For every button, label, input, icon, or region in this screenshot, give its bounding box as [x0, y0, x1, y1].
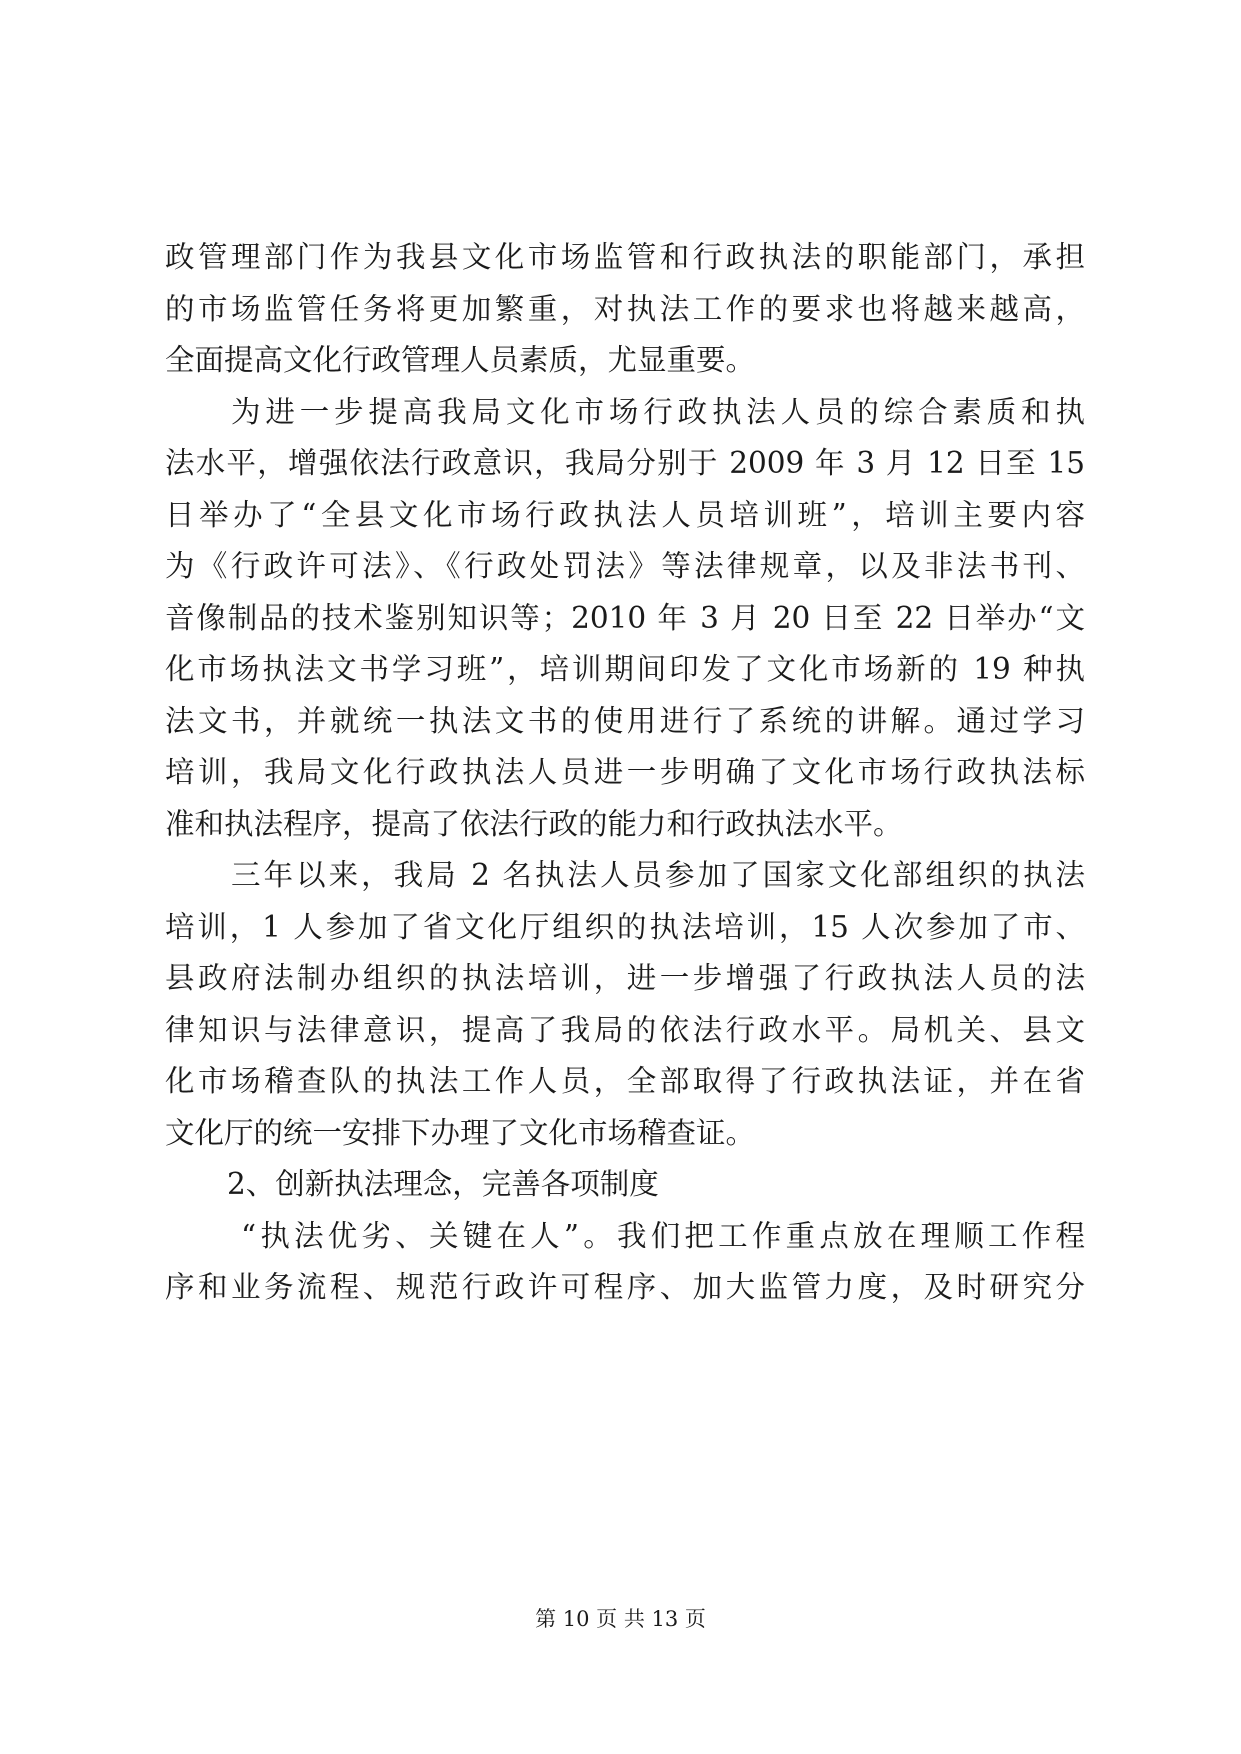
text-line: 培训，1 人参加了省文化厅组织的执法培训，15 人次参加了市、: [165, 909, 1085, 944]
text-line: 化市场稽查队的执法工作人员，全部取得了行政执法证，并在省: [165, 1064, 1085, 1098]
section-heading: 2、创新执法理念，完善各项制度: [227, 1167, 659, 1201]
page-number-footer: 第 10 页 共 13 页: [535, 1607, 706, 1631]
text-line: 文化厅的统一安排下办理了文化市场稽查证。: [165, 1115, 756, 1150]
text-line: 三年以来，我局 2 名执法人员参加了国家文化部组织的执法: [231, 858, 1085, 892]
text-line: 序和业务流程、规范行政许可程序、加大监管力度，及时研究分: [165, 1270, 1085, 1304]
text-line: 化市场执法文书学习班”，培训期间印发了文化市场新的 19 种执: [165, 652, 1085, 686]
body-text: [165, 232, 1085, 1314]
text-line: 培训，我局文化行政执法人员进一步明确了文化市场行政执法标: [165, 755, 1085, 789]
text-line: 为进一步提高我局文化市场行政执法人员的综合素质和执: [231, 394, 1085, 429]
text-line: 准和执法程序，提高了依法行政的能力和行政执法水平。: [165, 806, 903, 841]
text-line: 律知识与法律意识，提高了我局的依法行政水平。局机关、县文: [165, 1012, 1085, 1047]
text-line: 县政府法制办组织的执法培训，进一步增强了行政执法人员的法: [165, 961, 1085, 995]
text-line: 为《行政许可法》、《行政处罚法》等法律规章，以及非法书刊、: [165, 549, 1085, 583]
text-line: 政管理部门作为我县文化市场监管和行政执法的职能部门，承担: [165, 240, 1085, 274]
text-line: 全面提高文化行政管理人员素质，尤显重要。: [165, 343, 756, 377]
text-line: 法文书，并就统一执法文书的使用进行了系统的讲解。通过学习: [165, 703, 1085, 738]
text-line: 音像制品的技术鉴别知识等；2010 年 3 月 20 日至 22 日举办“文: [165, 600, 1085, 635]
text-line: “执法优劣、关键在人”。我们把工作重点放在理顺工作程: [241, 1218, 1085, 1253]
text-line: 法水平，增强依法行政意识，我局分别于 2009 年 3 月 12 日至 15: [165, 446, 1085, 480]
text-line: 的市场监管任务将更加繁重，对执法工作的要求也将越来越高，: [165, 291, 1085, 326]
text-line: 日举办了“全县文化市场行政执法人员培训班”，培训主要内容: [165, 497, 1085, 532]
